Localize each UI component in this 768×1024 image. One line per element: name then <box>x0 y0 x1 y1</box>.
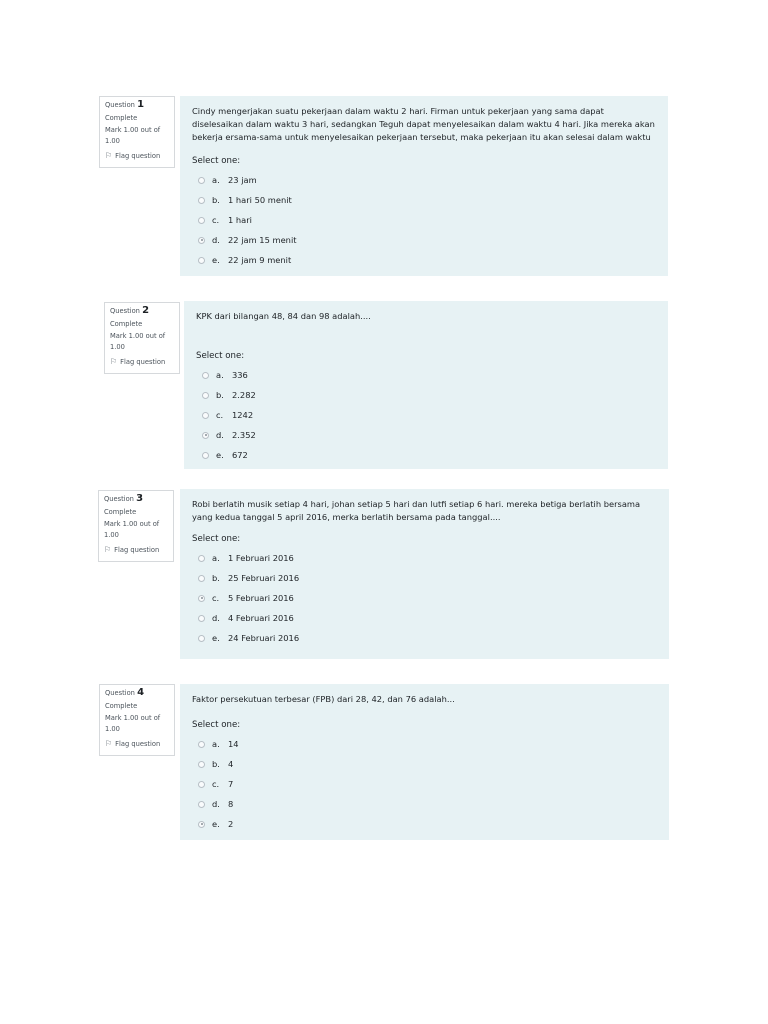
answer-option[interactable] <box>196 405 656 425</box>
option-letter: c. <box>212 215 220 225</box>
option-letter: c. <box>212 593 220 603</box>
radio-button[interactable] <box>198 555 205 562</box>
option-text: 2.352 <box>232 430 256 440</box>
option-letter: d. <box>212 613 220 623</box>
flag-icon: ⚐ <box>105 739 113 748</box>
question-text: Robi berlatih musik setiap 4 hari, johan setiap 5 hari dan lutfi setiap 6 hari. mereka betiga berlatih bersama yang kedua tanggal 5 april 2016, merka berlatih bersama pada tanggal.... <box>192 499 641 522</box>
option-text: 14 <box>228 739 239 749</box>
answer-option[interactable] <box>192 568 657 588</box>
option-text: 8 <box>228 799 234 809</box>
option-letter: b. <box>212 195 220 205</box>
flag-icon: ⚐ <box>105 151 113 160</box>
answer-option[interactable] <box>192 250 656 270</box>
option-text: 22 jam 9 menit <box>228 255 292 265</box>
option-text: 672 <box>232 450 248 460</box>
option-letter: a. <box>212 553 220 563</box>
flag-icon: ⚐ <box>110 357 118 366</box>
answer-option[interactable] <box>196 385 656 405</box>
select-one-prompt: Select one: <box>192 534 241 544</box>
question-number: Question 4 <box>105 687 145 698</box>
answer-option[interactable] <box>192 190 656 210</box>
answer-option[interactable] <box>192 794 657 814</box>
flag-question-link[interactable]: ⚐ Flag question <box>104 545 160 554</box>
option-text: 5 Februari 2016 <box>228 593 294 603</box>
radio-button[interactable] <box>198 177 205 184</box>
question-content <box>184 301 668 469</box>
radio-button[interactable] <box>198 781 205 788</box>
option-letter: a. <box>216 370 224 380</box>
option-text: 1 hari <box>228 215 252 225</box>
flag-question-link[interactable]: ⚐ Flag question <box>105 739 161 748</box>
option-text: 1 hari 50 menit <box>228 195 292 205</box>
question-text: KPK dari bilangan 48, 84 dan 98 adalah.... <box>196 311 371 321</box>
radio-button[interactable] <box>202 412 209 419</box>
question-number: Question 1 <box>105 99 145 110</box>
option-letter: d. <box>212 235 220 245</box>
flag-question-link[interactable]: ⚐ Flag question <box>105 151 161 160</box>
radio-button[interactable] <box>202 372 209 379</box>
question-content <box>180 96 668 276</box>
answer-option[interactable] <box>192 774 657 794</box>
option-letter: d. <box>212 799 220 809</box>
radio-button[interactable] <box>198 237 205 244</box>
question-number: Question 2 <box>110 305 150 316</box>
select-one-prompt: Select one: <box>192 720 241 730</box>
question-state: Complete <box>105 701 138 710</box>
answer-option[interactable] <box>196 365 656 385</box>
option-letter: e. <box>216 450 224 460</box>
option-letter: d. <box>216 430 224 440</box>
question-mark: Mark 1.00 out of 1.00 <box>105 126 161 145</box>
radio-button[interactable] <box>198 801 205 808</box>
option-text: 7 <box>228 779 234 789</box>
radio-button[interactable] <box>198 761 205 768</box>
answer-option[interactable] <box>196 445 656 465</box>
answer-option[interactable] <box>192 548 657 568</box>
answer-option[interactable] <box>192 170 656 190</box>
radio-button[interactable] <box>198 741 205 748</box>
question-state: Complete <box>104 507 137 516</box>
question-number: Question 3 <box>104 493 144 504</box>
answer-option[interactable] <box>192 230 656 250</box>
question-mark: Mark 1.00 out of 1.00 <box>110 332 166 351</box>
option-letter: c. <box>216 410 224 420</box>
option-text: 2.282 <box>232 390 256 400</box>
question-text: Faktor persekutuan terbesar (FPB) dari 28, 42, dan 76 adalah... <box>192 694 455 704</box>
question-state: Complete <box>110 319 143 328</box>
option-text: 1242 <box>232 410 254 420</box>
answer-options <box>192 170 656 270</box>
option-text: 25 Februari 2016 <box>228 573 300 583</box>
option-letter: b. <box>212 573 220 583</box>
select-one-prompt: Select one: <box>196 351 245 361</box>
answer-option[interactable] <box>192 588 657 608</box>
radio-button[interactable] <box>198 635 205 642</box>
question-info <box>104 302 180 374</box>
option-letter: a. <box>212 175 220 185</box>
option-text: 4 <box>228 759 234 769</box>
answer-options <box>192 734 657 834</box>
radio-button[interactable] <box>198 575 205 582</box>
option-text: 24 Februari 2016 <box>228 633 300 643</box>
question-info <box>98 490 174 562</box>
radio-button[interactable] <box>198 257 205 264</box>
answer-option[interactable] <box>192 608 657 628</box>
answer-option[interactable] <box>192 628 657 648</box>
radio-button[interactable] <box>198 595 205 602</box>
option-text: 22 jam 15 menit <box>228 235 297 245</box>
option-letter: a. <box>212 739 220 749</box>
option-letter: b. <box>216 390 224 400</box>
answer-option[interactable] <box>192 814 657 834</box>
option-letter: e. <box>212 819 220 829</box>
flag-question-link[interactable]: ⚐ Flag question <box>110 357 166 366</box>
question-info <box>99 684 175 756</box>
question-state: Complete <box>105 113 138 122</box>
question-mark: Mark 1.00 out of 1.00 <box>105 714 161 733</box>
radio-button[interactable] <box>202 392 209 399</box>
question-content <box>180 684 669 840</box>
answer-option[interactable] <box>192 210 656 230</box>
flag-icon: ⚐ <box>104 545 112 554</box>
answer-options <box>192 548 657 648</box>
radio-button[interactable] <box>198 821 205 828</box>
answer-options <box>196 365 656 465</box>
answer-option[interactable] <box>192 734 657 754</box>
radio-button[interactable] <box>198 615 205 622</box>
radio-button[interactable] <box>202 452 209 459</box>
question-mark: Mark 1.00 out of 1.00 <box>104 520 160 539</box>
answer-option[interactable] <box>196 425 656 445</box>
option-letter: b. <box>212 759 220 769</box>
option-text: 1 Februari 2016 <box>228 553 294 563</box>
radio-button[interactable] <box>198 197 205 204</box>
option-letter: c. <box>212 779 220 789</box>
option-text: 336 <box>232 370 248 380</box>
option-letter: e. <box>212 633 220 643</box>
option-letter: e. <box>212 255 220 265</box>
answer-option[interactable] <box>192 754 657 774</box>
select-one-prompt: Select one: <box>192 156 241 166</box>
radio-button[interactable] <box>202 432 209 439</box>
question-info <box>99 96 175 168</box>
option-text: 23 jam <box>228 175 257 185</box>
question-content <box>180 489 669 659</box>
question-text: Cindy mengerjakan suatu pekerjaan dalam waktu 2 hari. Firman untuk pekerjaan yang sama dapat diselesaikan dalam waktu 3 hari, sedangkan Teguh dapat menyelesaikan dalam waktu 4 hari. Jika mereka akan bekerja ersama-sama untuk menyelesaikan pekerjaan tersebut, maka pekerjaan itu akan selesai dalam waktu <box>192 106 655 142</box>
radio-button[interactable] <box>198 217 205 224</box>
option-text: 4 Februari 2016 <box>228 613 294 623</box>
option-text: 2 <box>228 819 234 829</box>
